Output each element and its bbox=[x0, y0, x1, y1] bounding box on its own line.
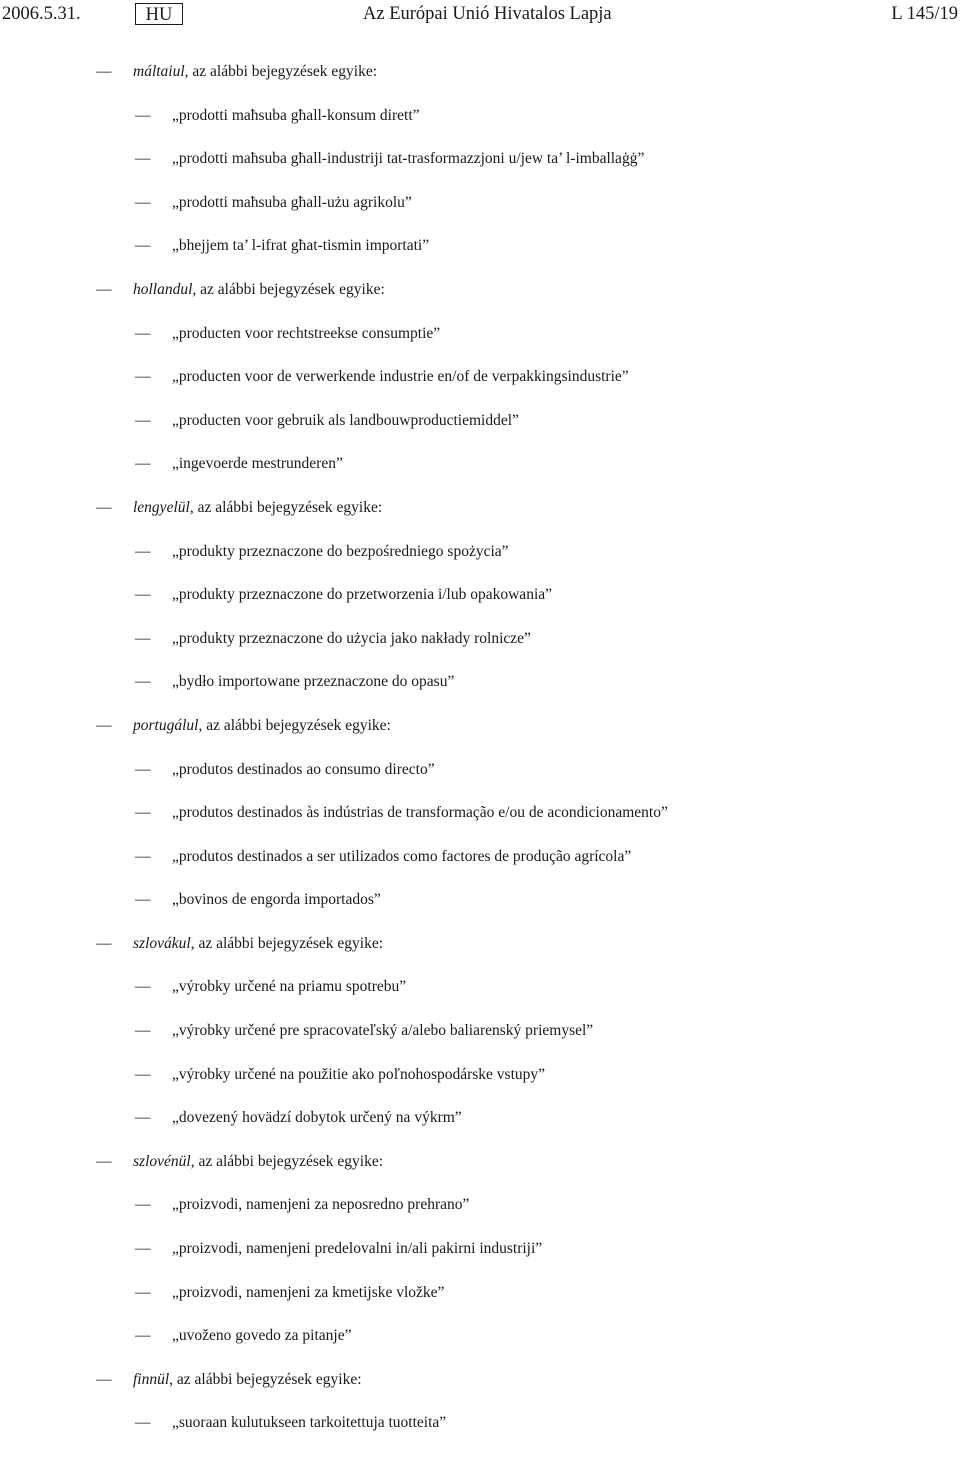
language-name: máltaiul bbox=[133, 63, 185, 80]
language-heading bbox=[133, 1152, 383, 1172]
heading-suffix: , az alábbi bejegyzések egyike: bbox=[184, 63, 378, 80]
term-text: „proizvodi, namenjeni predelovalni in/ali pakirni industriji” bbox=[172, 1240, 543, 1258]
term-text: „proizvodi, namenjeni za kmetijske vložke” bbox=[172, 1283, 445, 1301]
heading-suffix: , az alábbi bejegyzések egyike: bbox=[190, 1152, 384, 1170]
heading-suffix: , az alábbi bejegyzések egyike: bbox=[192, 280, 385, 298]
term-text: „prodotti maħsuba għall-industriji tat-trasformazzjoni u/jew ta’ l-imballaġġ” bbox=[172, 150, 645, 168]
term-text: „výrobky určené pre spracovateľský a/alebo baliarenský priemysel” bbox=[172, 1022, 594, 1040]
term-item bbox=[0, 1413, 960, 1457]
journal-title: Az Európai Unió Hivatalos Lapja bbox=[363, 4, 612, 24]
term-item bbox=[0, 760, 960, 804]
term-text: „výrobky určené na priamu spotrebu” bbox=[172, 978, 407, 996]
term-item bbox=[0, 324, 960, 368]
term-item bbox=[0, 1108, 960, 1152]
language-heading bbox=[133, 934, 383, 954]
term-text: „bovinos de engorda importados” bbox=[172, 891, 381, 909]
dash-bullet: — bbox=[135, 193, 151, 211]
page-header bbox=[0, 4, 960, 28]
term-text: „bydło importowane przeznaczone do opasu” bbox=[172, 673, 455, 691]
term-item bbox=[0, 1283, 960, 1327]
term-item bbox=[0, 890, 960, 934]
dash-bullet: — bbox=[135, 978, 151, 996]
term-text: „suoraan kulutukseen tarkoitettuja tuotteita” bbox=[172, 1414, 447, 1432]
term-text: „uvoženo govedo za pitanje” bbox=[172, 1327, 352, 1345]
heading-suffix: , az alábbi bejegyzések egyike: bbox=[190, 934, 384, 952]
term-item bbox=[0, 236, 960, 280]
dash-bullet: — bbox=[135, 1283, 151, 1301]
term-item bbox=[0, 193, 960, 237]
language-heading-item bbox=[0, 716, 960, 760]
dash-bullet: — bbox=[135, 324, 151, 342]
language-name: szlovákul bbox=[133, 934, 191, 952]
language-code-box: HU bbox=[135, 3, 183, 25]
term-text: „prodotti maħsuba għall-konsum dirett” bbox=[172, 106, 420, 124]
term-text: „produtos destinados a ser utilizados como factores de produção agrícola” bbox=[172, 847, 632, 865]
term-item bbox=[0, 149, 960, 193]
term-item bbox=[0, 847, 960, 891]
dash-bullet: — bbox=[96, 934, 112, 952]
dash-bullet: — bbox=[135, 1240, 151, 1258]
dash-bullet: — bbox=[135, 411, 151, 429]
term-text: „produtos destinados às indústrias de transformação e/ou de acondicionamento” bbox=[172, 804, 668, 822]
language-name: szlovénül bbox=[133, 1152, 191, 1170]
language-heading bbox=[133, 716, 391, 736]
term-item bbox=[0, 1021, 960, 1065]
term-item bbox=[0, 411, 960, 455]
dash-bullet: — bbox=[135, 847, 151, 865]
term-text: „produkty przeznaczone do przetworzenia i/lub opakowania” bbox=[172, 586, 553, 604]
term-item bbox=[0, 585, 960, 629]
term-item bbox=[0, 1065, 960, 1109]
dash-bullet: — bbox=[135, 760, 151, 778]
term-text: „výrobky určené na použitie ako poľnohospodárske vstupy” bbox=[172, 1065, 546, 1083]
heading-suffix: , az alábbi bejegyzések egyike: bbox=[198, 716, 391, 734]
dash-bullet: — bbox=[135, 1065, 151, 1083]
dash-bullet: — bbox=[135, 586, 151, 604]
term-text: „produkty przeznaczone do bezpośredniego spożycia” bbox=[172, 542, 509, 560]
dash-bullet: — bbox=[96, 498, 112, 516]
term-text: „produkty przeznaczone do użycia jako nakłady rolnicze” bbox=[172, 629, 531, 647]
dash-bullet: — bbox=[135, 150, 151, 168]
language-heading-item bbox=[0, 1370, 960, 1414]
dash-bullet: — bbox=[135, 891, 151, 909]
term-text: „produtos destinados ao consumo directo” bbox=[172, 760, 435, 778]
language-heading bbox=[133, 62, 377, 82]
dash-bullet: — bbox=[135, 1327, 151, 1345]
dash-bullet: — bbox=[135, 542, 151, 560]
term-text: „ingevoerde mestrunderen” bbox=[172, 455, 343, 473]
dash-bullet: — bbox=[96, 63, 112, 80]
entry-list bbox=[0, 62, 960, 1457]
term-text: „producten voor de verwerkende industrie en/of de verpakkingsindustrie” bbox=[172, 368, 629, 386]
term-item bbox=[0, 1326, 960, 1370]
term-item bbox=[0, 542, 960, 586]
term-item bbox=[0, 106, 960, 150]
language-heading bbox=[133, 498, 382, 518]
language-heading-item bbox=[0, 62, 960, 106]
term-item bbox=[0, 803, 960, 847]
language-heading bbox=[133, 1370, 362, 1390]
dash-bullet: — bbox=[135, 1022, 151, 1040]
language-name: hollandul bbox=[133, 280, 193, 298]
language-heading-item bbox=[0, 1152, 960, 1196]
dash-bullet: — bbox=[135, 368, 151, 386]
dash-bullet: — bbox=[135, 1109, 151, 1127]
dash-bullet: — bbox=[135, 804, 151, 822]
term-item bbox=[0, 367, 960, 411]
dash-bullet: — bbox=[135, 629, 151, 647]
heading-suffix: , az alábbi bejegyzések egyike: bbox=[189, 498, 383, 516]
term-item bbox=[0, 1195, 960, 1239]
dash-bullet: — bbox=[135, 237, 151, 255]
term-text: „prodotti maħsuba għall-użu agrikolu” bbox=[172, 193, 412, 211]
dash-bullet: — bbox=[135, 1196, 151, 1214]
term-text: „dovezený hovädzí dobytok určený na výkrm” bbox=[172, 1109, 462, 1127]
language-name: finnül bbox=[133, 1370, 170, 1388]
language-heading-item bbox=[0, 498, 960, 542]
term-item bbox=[0, 629, 960, 673]
publication-date: 2006.5.31. bbox=[2, 4, 81, 24]
dash-bullet: — bbox=[96, 280, 112, 298]
term-item bbox=[0, 1239, 960, 1283]
dash-bullet: — bbox=[135, 455, 151, 473]
term-item bbox=[0, 977, 960, 1021]
term-text: „proizvodi, namenjeni za neposredno prehrano” bbox=[172, 1196, 470, 1214]
term-item bbox=[0, 672, 960, 716]
dash-bullet: — bbox=[135, 673, 151, 691]
language-heading bbox=[133, 280, 385, 300]
page-reference: L 145/19 bbox=[891, 4, 958, 24]
language-name: lengyelül bbox=[133, 498, 190, 516]
language-heading-item bbox=[0, 280, 960, 324]
term-text: „producten voor rechtstreekse consumptie” bbox=[172, 324, 441, 342]
term-item bbox=[0, 454, 960, 498]
dash-bullet: — bbox=[135, 1414, 151, 1432]
heading-suffix: , az alábbi bejegyzések egyike: bbox=[169, 1370, 362, 1388]
dash-bullet: — bbox=[135, 106, 151, 124]
term-text: „bhejjem ta’ l-ifrat għat-tismin importati” bbox=[172, 237, 430, 255]
language-heading-item bbox=[0, 934, 960, 978]
language-name: portugálul bbox=[133, 716, 199, 734]
term-text: „producten voor gebruik als landbouwproductiemiddel” bbox=[172, 411, 519, 429]
dash-bullet: — bbox=[96, 1370, 112, 1388]
dash-bullet: — bbox=[96, 1152, 112, 1170]
dash-bullet: — bbox=[96, 716, 112, 734]
